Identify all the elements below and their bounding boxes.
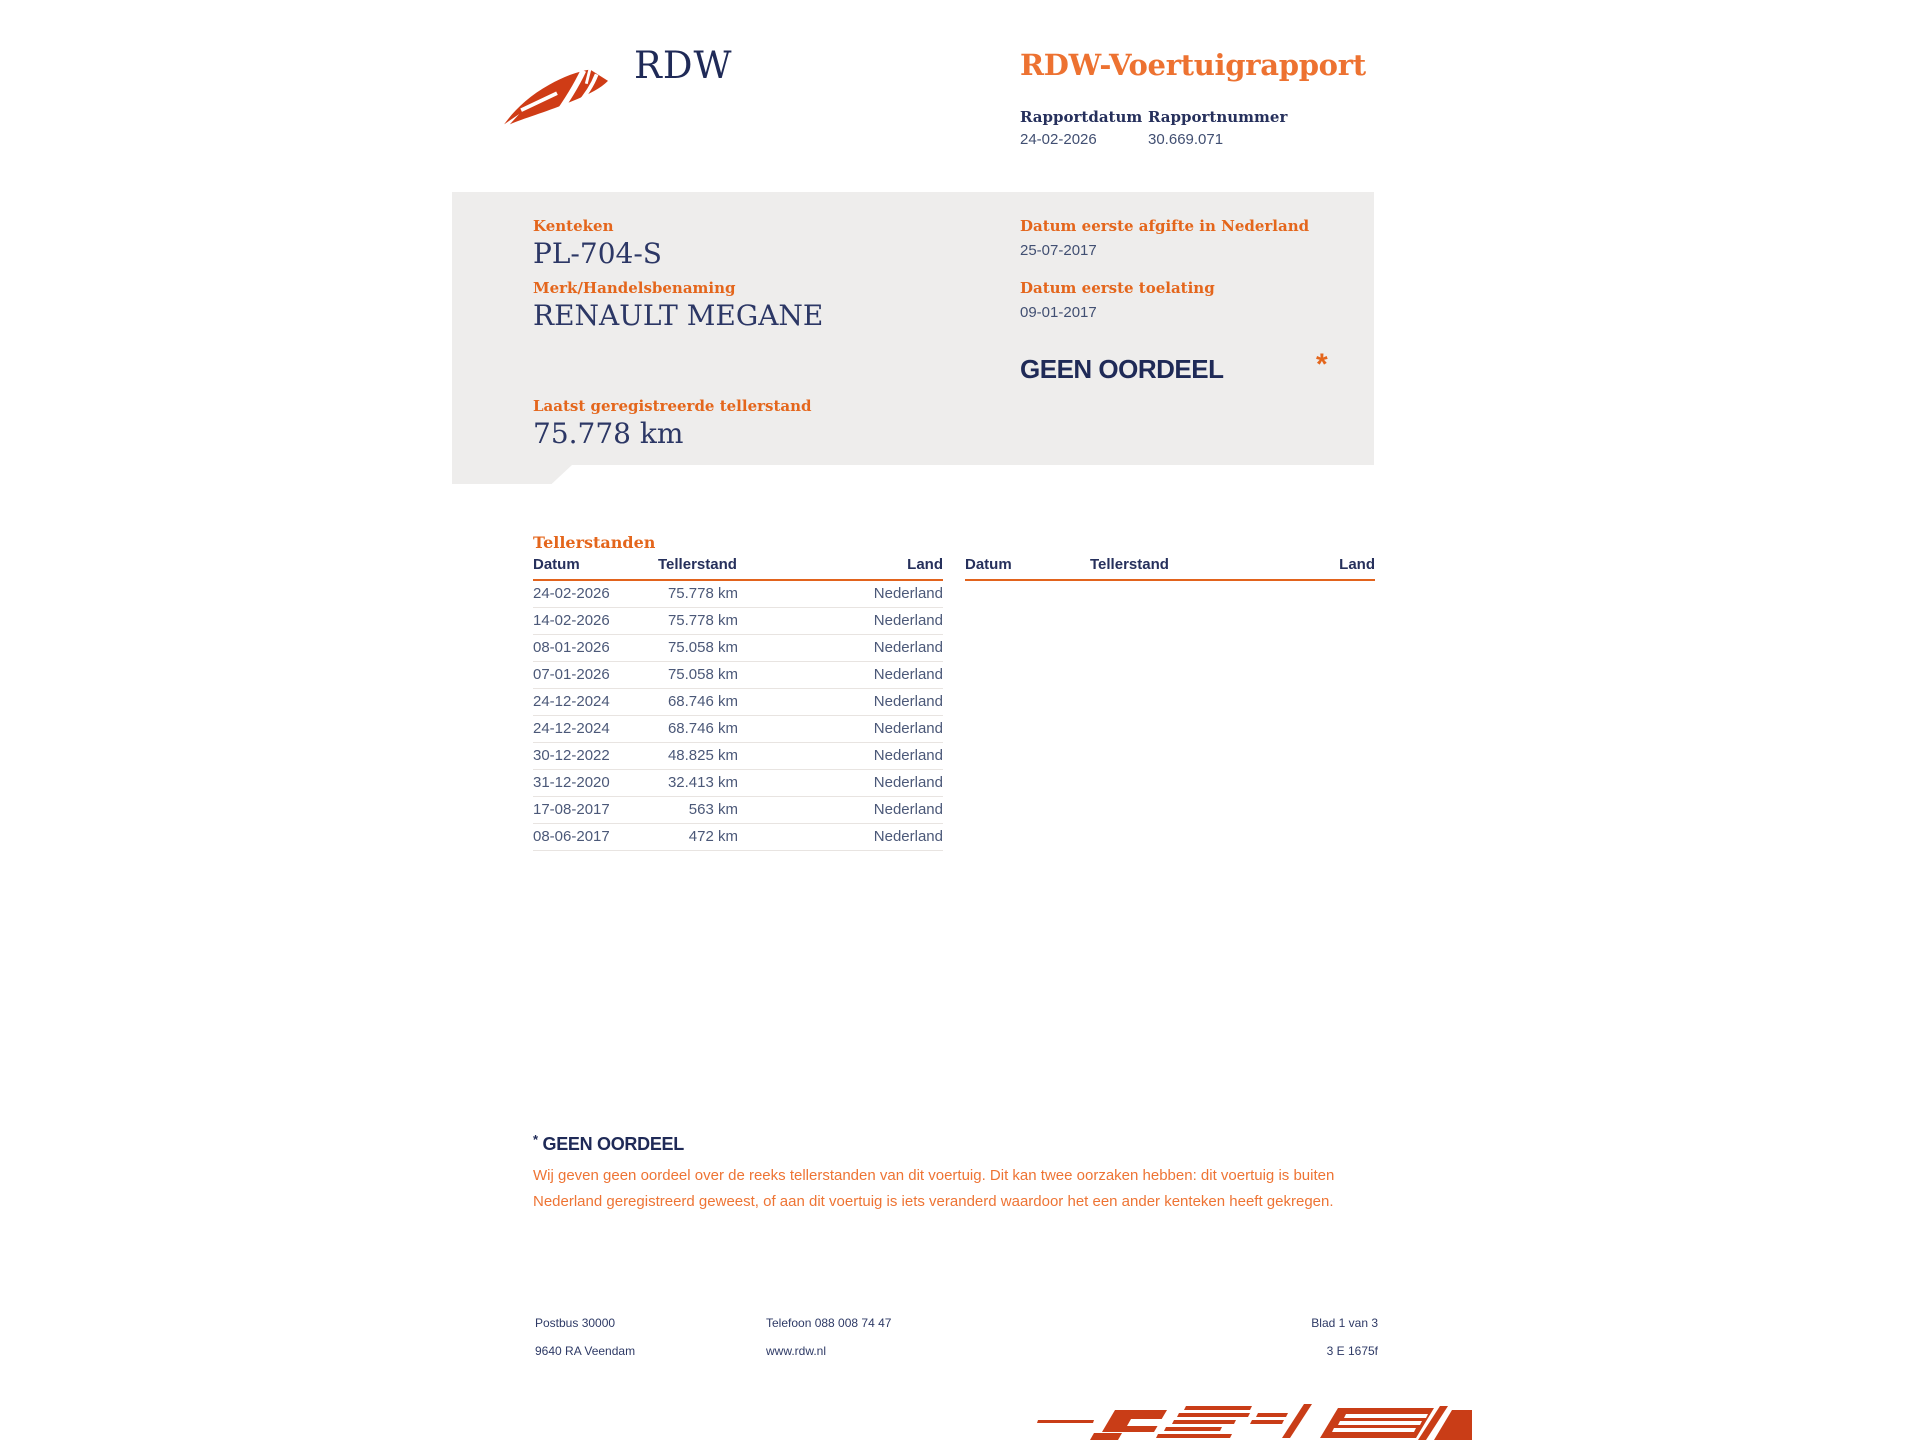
footer-form-code: 3 E 1675f <box>1326 1344 1378 1358</box>
kenteken-label: Kenteken <box>533 217 614 235</box>
cell-land: Nederland <box>738 634 943 661</box>
cell-land: Nederland <box>738 823 943 850</box>
table-row <box>533 823 943 850</box>
table-row <box>533 769 943 796</box>
table-header-row <box>965 556 1375 580</box>
cell-tellerstand: 75.058 km <box>658 634 738 661</box>
table-row <box>533 796 943 823</box>
cell-land: Nederland <box>738 661 943 688</box>
cell-datum: 31-12-2020 <box>533 769 658 796</box>
table-row <box>533 742 943 769</box>
cell-tellerstand: 563 km <box>658 796 738 823</box>
table-row <box>533 580 943 607</box>
cell-datum: 24-12-2024 <box>533 715 658 742</box>
header-datum: Datum <box>533 556 658 580</box>
cell-tellerstand: 68.746 km <box>658 715 738 742</box>
cell-land: Nederland <box>738 715 943 742</box>
table-row <box>533 688 943 715</box>
oordeel-verdict: GEEN OORDEEL <box>1020 354 1224 384</box>
cell-tellerstand: 32.413 km <box>658 769 738 796</box>
header-datum: Datum <box>965 556 1090 580</box>
rdw-stripes-decoration-icon <box>1036 1400 1472 1440</box>
tellerstanden-table-left <box>533 556 943 851</box>
tellerstanden-section-title: Tellerstanden <box>533 533 656 552</box>
table-row <box>533 715 943 742</box>
rdw-logo-wordmark: RDW <box>634 44 733 87</box>
table-header-row <box>533 556 943 580</box>
cell-land: Nederland <box>738 607 943 634</box>
cell-land: Nederland <box>738 769 943 796</box>
kenteken-value: PL-704-S <box>533 237 662 270</box>
cell-tellerstand: 68.746 km <box>658 688 738 715</box>
tellerstand-label: Laatst geregistreerde tellerstand <box>533 397 812 415</box>
rdw-wing-icon <box>500 62 614 130</box>
footnote-body: Wij geven geen oordeel over de reeks tellerstanden van dit voertuig. Dit kan twee oorzaken hebben: dit voertuig is buiten Nederland geregistreerd geweest, of aan dit voertuig is iets veranderd waardoor het een ander kenteken heeft gekregen. <box>533 1167 1335 1210</box>
footer-phone: Telefoon 088 008 74 47 <box>766 1316 892 1330</box>
cell-datum: 07-01-2026 <box>533 661 658 688</box>
afgifte-value: 25-07-2017 <box>1020 242 1097 259</box>
footer-website: www.rdw.nl <box>766 1344 827 1358</box>
footer-page-number: Blad 1 van 3 <box>1311 1316 1378 1330</box>
cell-datum: 30-12-2022 <box>533 742 658 769</box>
cell-datum: 24-02-2026 <box>533 580 658 607</box>
toelating-value: 09-01-2017 <box>1020 304 1097 321</box>
cell-land: Nederland <box>738 688 943 715</box>
footnote-asterisk: * <box>533 1132 539 1147</box>
tellerstand-value: 75.778 km <box>533 417 684 450</box>
cell-tellerstand: 75.778 km <box>658 580 738 607</box>
header-land: Land <box>738 556 943 580</box>
page-title: RDW-Voertuigrapport <box>1020 48 1366 82</box>
report-number-label: Rapportnummer <box>1148 108 1288 126</box>
cell-tellerstand: 472 km <box>658 823 738 850</box>
report-date-value: 24-02-2026 <box>1020 131 1097 148</box>
toelating-label: Datum eerste toelating <box>1020 279 1215 297</box>
cell-land: Nederland <box>738 796 943 823</box>
header-tellerstand: Tellerstand <box>1090 556 1170 580</box>
afgifte-label: Datum eerste afgifte in Nederland <box>1020 217 1310 235</box>
report-number-value: 30.669.071 <box>1148 131 1224 148</box>
table-row <box>533 607 943 634</box>
report-date-label: Rapportdatum <box>1020 108 1143 126</box>
tellerstanden-table-right <box>965 556 1375 581</box>
footnote-title: GEEN OORDEEL <box>542 1134 684 1154</box>
table-row <box>533 661 943 688</box>
footer-address-line2: 9640 RA Veendam <box>535 1344 636 1358</box>
cell-datum: 14-02-2026 <box>533 607 658 634</box>
cell-tellerstand: 48.825 km <box>658 742 738 769</box>
footer-address-line1: Postbus 30000 <box>535 1316 616 1330</box>
cell-tellerstand: 75.058 km <box>658 661 738 688</box>
cell-tellerstand: 75.778 km <box>658 607 738 634</box>
cell-datum: 08-06-2017 <box>533 823 658 850</box>
merk-value: RENAULT MEGANE <box>533 299 824 332</box>
header-land: Land <box>1170 556 1375 580</box>
header-tellerstand: Tellerstand <box>658 556 738 580</box>
summary-box-flap <box>452 465 572 484</box>
cell-land: Nederland <box>738 580 943 607</box>
cell-datum: 24-12-2024 <box>533 688 658 715</box>
cell-datum: 17-08-2017 <box>533 796 658 823</box>
cell-land: Nederland <box>738 742 943 769</box>
footnote-heading <box>533 1132 684 1155</box>
cell-datum: 08-01-2026 <box>533 634 658 661</box>
merk-label: Merk/Handelsbenaming <box>533 279 736 297</box>
table-row <box>533 634 943 661</box>
oordeel-asterisk: * <box>1316 348 1328 381</box>
